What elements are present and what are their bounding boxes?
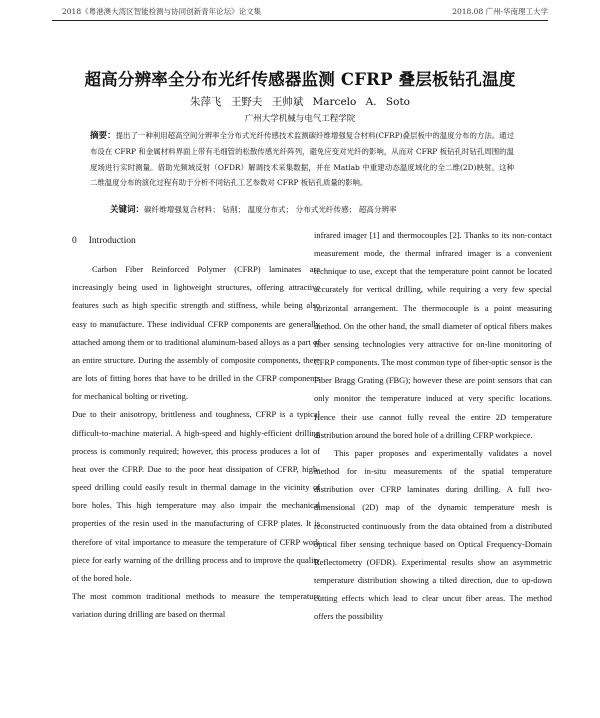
affiliation: 广州大学机械与电气工程学院 (244, 114, 356, 124)
section-title: Introduction (88, 236, 136, 246)
paragraph: Carbon Fiber Reinforced Polymer (CFRP) laminates are increasingly being used in lightweight structures, offering attractive features such as high specific strength and stiffness, while being also easy to manufacture. These individual CFRP components are generally attached among them or to traditional aluminum-based alloys as a part of an entire structure. During the assembly of composite components, there are lots of fitting bores that have to be drilled in the CFRP components for mechanical bolting or riveting. (72, 264, 320, 402)
left-column (72, 232, 320, 623)
right-column (314, 226, 552, 625)
paper-title: 超高分辨率全分布光纤传感器监测 CFRP 叠层板钻孔温度 (84, 70, 516, 89)
paragraph: infrared imager [1] and thermocouples [2]. Thanks to its non-contact measurement mode, the thermal infrared imager is a convenient technique to use, except that the temperature point cannot be located accurately for vertical drilling, while requiring a very few special horizontal arrangement. The thermocouple is a point measuring method. On the other hand, the small diameter of optical fibers makes fiber sensing technologies very attractive for on-line monitoring of CFRP components. The most common type of fiber-optic sensor is the Fiber Bragg Grating (FBG); however these are point sensors that can only monitor the temperature induced at very specific locations. Hence their use cannot fully reveal the entire 2D temperature distribution around the bored hole of a drilling CFRP workpiece. (314, 230, 552, 440)
keywords-label: 关键词： (110, 205, 145, 215)
header-rule (52, 20, 548, 21)
authors: 朱萍飞 王野夫 王帅斌 Marcelo A. Soto (190, 96, 410, 108)
keywords-text: 碳纤维增强复合材料； 钻削； 温度分布式； 分布式光纤传感； 超高分辨率 (144, 205, 397, 214)
running-header (52, 6, 548, 20)
abstract (90, 128, 514, 191)
section-number: 0 (72, 236, 77, 246)
section-heading (72, 232, 320, 250)
header-left: 2018《粤港澳大湾区智能检测与协同创新青年论坛》论文集 (62, 7, 262, 16)
paragraph: The most common traditional methods to measure the temperature variation during drilling are based on thermal (72, 590, 320, 620)
abstract-label: 摘要： (90, 131, 116, 141)
abstract-text: 提出了一种利用超高空间分辨率全分布式光纤传感技术监测碳纤维增强复合材料(CFRP)叠层板中的温度分布的方法。通过布设在 CFRP 和金属材料界面上带有毛细管的松散传感光纤阵列，避免应变对光纤的影响，从而对 CFRP 板钻孔时钻孔周围的温度场进行实时测量。借助光频域反射（OFDR）解调技术采集数据，并在 Matlab 中重建动态温度域化的全二维(2D)映射。这种二维温度分布的演化过程有助于分析不同钻孔工艺参数对 CFRP 板钻孔质量的影响。 (90, 131, 514, 188)
paragraph: Due to their anisotropy, brittleness and toughness, CFRP is a typical difficult-to-machine material. A high-speed and highly-efficient drilling process is commonly required; however, this process produces a lot of heat over the CFRP. Due to the poor heat dissipation of CFRP, high-speed drilling could easily result in thermal damage in the vicinity of bore holes. This high temperature may also impair the mechanical properties of the resin used in the manufacturing of CFRP plates. It is therefore of vital importance to measure the temperature of CFRP work piece for early warning of the drilling process and to improve the quality of the bored hole. (72, 409, 320, 583)
paragraph: This paper proposes and experimentally validates a novel method for in-situ measurements of the spatial temperature distribution over CFRP laminates during drilling. A full two-dimensional (2D) map of the dynamic temperature mesh is reconstructed continuously from the data obtained from a distributed optical fiber sensing technique based on Optical Frequency-Domain Reflectometry (OFDR). Experimental results show an asymmetric temperature distribution showing a tilted direction, due to up-down cutting effects which lead to clear uncut fiber areas. The method offers the possibility (314, 447, 552, 622)
header-right: 2018.08 广州·华南理工大学 (452, 7, 548, 16)
keywords (110, 203, 540, 215)
